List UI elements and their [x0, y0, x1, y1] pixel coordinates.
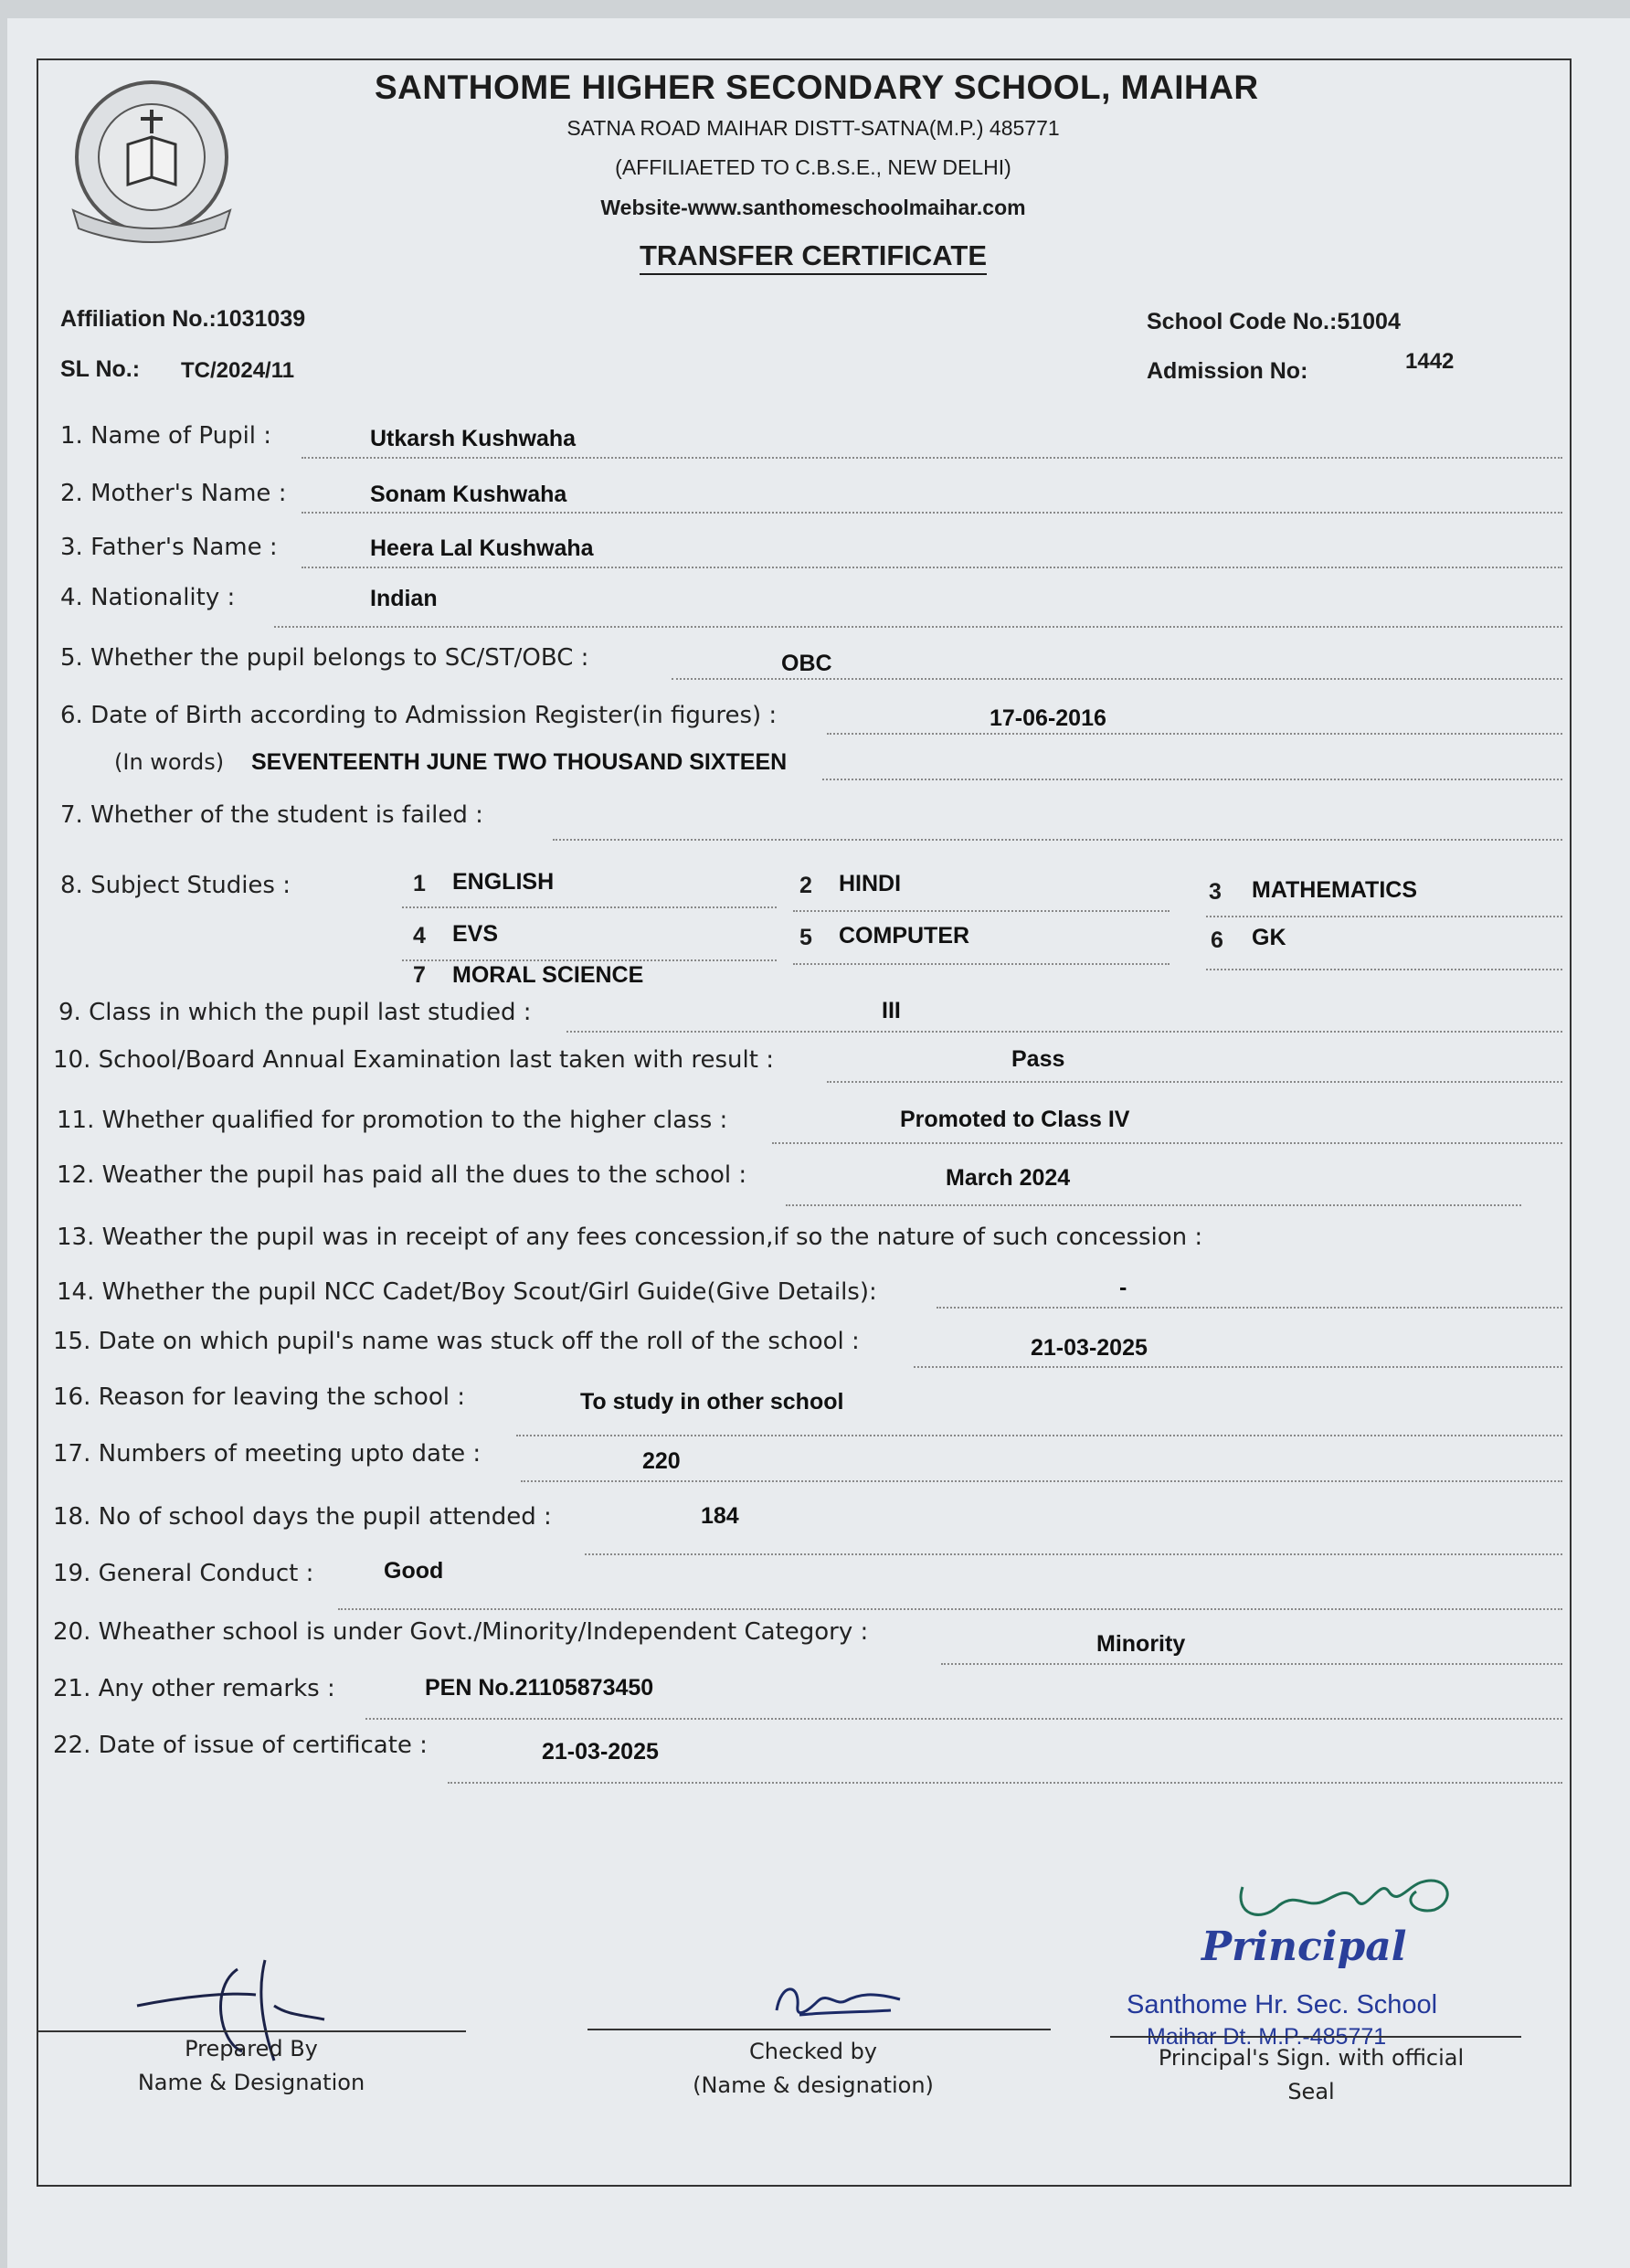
field-2-value: Sonam Kushwaha: [370, 482, 567, 507]
field-9-line: [566, 1031, 1562, 1033]
field-8-label: 8. Subject Studies :: [60, 872, 291, 899]
field-12-line: [786, 1204, 1521, 1206]
subject-4-number: 4: [413, 923, 426, 949]
prepared-by-line: [38, 2030, 466, 2032]
subject-7-name: MORAL SCIENCE: [452, 962, 644, 988]
field-2-line: [302, 512, 1562, 514]
field-17-value: 220: [642, 1448, 681, 1474]
principal-stamp-title: Principal: [1201, 1924, 1407, 1970]
field-18-line: [585, 1553, 1562, 1555]
affiliation-number: Affiliation No.:1031039: [60, 306, 306, 332]
field-9-value: III: [882, 998, 901, 1023]
subject-6-name: GK: [1252, 925, 1286, 950]
field-1-value: Utkarsh Kushwaha: [370, 426, 577, 451]
field-22-line: [448, 1782, 1562, 1784]
field-20-label: 20. Wheather school is under Govt./Minority/Independent Category :: [53, 1618, 869, 1646]
checked-by-line: [587, 2029, 1051, 2030]
field-15-label: 15. Date on which pupil's name was stuck off the roll of the school :: [53, 1328, 860, 1355]
field-10-label: 10. School/Board Annual Examination last taken with result :: [53, 1046, 774, 1074]
prepared-by-label: Prepared By: [185, 2036, 318, 2061]
field-6-line: [827, 733, 1562, 735]
field-21-line: [365, 1718, 1562, 1720]
field-6-value: 17-06-2016: [990, 705, 1106, 731]
field-18-value: 184: [701, 1503, 739, 1529]
subject-5-number: 5: [799, 925, 812, 950]
field-6-words-value: SEVENTEENTH JUNE TWO THOUSAND SIXTEEN: [251, 749, 788, 775]
field-19-label: 19. General Conduct :: [53, 1560, 314, 1587]
field-3-label: 3. Father's Name :: [60, 534, 278, 561]
principal-sign-label: Principal's Sign. with official: [1158, 2045, 1465, 2071]
field-1-label: 1. Name of Pupil :: [60, 422, 272, 450]
subject-5-name: COMPUTER: [839, 923, 970, 949]
field-21-value: PEN No.21105873450: [425, 1675, 654, 1701]
field-2-label: 2. Mother's Name :: [60, 480, 287, 507]
field-3-value: Heera Lal Kushwaha: [370, 535, 594, 561]
field-5-line: [672, 678, 1562, 680]
field-14-line: [937, 1307, 1562, 1309]
field-9-label: 9. Class in which the pupil last studied :: [58, 999, 532, 1026]
field-18-label: 18. No of school days the pupil attended :: [53, 1503, 552, 1531]
field-15-value: 21-03-2025: [1031, 1335, 1148, 1361]
field-12-value: March 2024: [946, 1165, 1071, 1191]
prepared-by-designation: Name & Designation: [137, 2070, 365, 2095]
field-16-label: 16. Reason for leaving the school :: [53, 1383, 465, 1411]
subject-3-name: MATHEMATICS: [1252, 877, 1417, 903]
checked-by-designation: (Name & designation): [693, 2072, 934, 2098]
field-11-line: [772, 1142, 1562, 1144]
school-website: Website-www.santhomeschoolmaihar.com: [600, 196, 1026, 219]
field-19-value: Good: [384, 1558, 444, 1584]
subject-2-number: 2: [799, 873, 812, 898]
field-11-value: Promoted to Class IV: [900, 1107, 1130, 1132]
field-4-label: 4. Nationality :: [60, 584, 236, 611]
field-6-words-line: [822, 779, 1562, 780]
subject-row-2-line-b: [793, 963, 1170, 965]
checked-by-signature-icon: [772, 1974, 909, 2029]
field-14-value: -: [1119, 1275, 1127, 1300]
principal-stamp-school: Santhome Hr. Sec. School: [1127, 1990, 1438, 2019]
field-6-words-label: (In words): [114, 749, 225, 775]
field-5-label: 5. Whether the pupil belongs to SC/ST/OBC :: [60, 644, 589, 672]
admission-label: Admission No:: [1147, 358, 1308, 384]
subject-7-number: 7: [413, 962, 426, 988]
field-14-label: 14. Whether the pupil NCC Cadet/Boy Scout/Girl Guide(Give Details):: [57, 1278, 877, 1306]
field-10-line: [827, 1081, 1562, 1083]
field-3-line: [302, 567, 1562, 568]
sl-number: TC/2024/11: [181, 358, 295, 383]
field-16-value: To study in other school: [580, 1389, 844, 1415]
sl-label: SL No.:: [60, 356, 141, 382]
subject-3-number: 3: [1209, 879, 1222, 905]
principal-line: [1110, 2036, 1521, 2038]
school-code: School Code No.:51004: [1147, 309, 1401, 334]
field-12-label: 12. Weather the pupil has paid all the dues to the school :: [57, 1161, 747, 1189]
field-7-label: 7. Whether of the student is failed :: [60, 801, 483, 829]
field-16-line: [516, 1435, 1562, 1436]
checked-by-label: Checked by: [748, 2039, 878, 2064]
school-address: SATNA ROAD MAIHAR DISTT-SATNA(M.P.) 485771: [566, 116, 1060, 140]
subject-row-1-line-b: [793, 910, 1170, 912]
principal-stamp-address: Maihar Dt. M.P.-485771: [1147, 2024, 1387, 2050]
field-20-line: [941, 1663, 1562, 1665]
school-name: SANTHOME HIGHER SECONDARY SCHOOL, MAIHAR: [375, 69, 1259, 106]
field-5-value: OBC: [781, 651, 832, 676]
field-17-line: [521, 1480, 1562, 1482]
subject-1-name: ENGLISH: [452, 869, 555, 895]
field-20-value: Minority: [1096, 1631, 1186, 1657]
field-22-value: 21-03-2025: [542, 1739, 659, 1765]
affiliation-note: (AFFILIAETED TO C.B.S.E., NEW DELHI): [615, 155, 1011, 179]
admission-number: 1442: [1405, 349, 1455, 374]
field-1-line: [302, 457, 1562, 459]
field-11-label: 11. Whether qualified for promotion to the higher class :: [57, 1107, 728, 1134]
field-7-line: [553, 839, 1562, 841]
certificate-title: TRANSFER CERTIFICATE: [375, 239, 1252, 272]
subject-6-number: 6: [1211, 927, 1223, 953]
principal-seal-label: Seal: [1287, 2079, 1335, 2104]
field-13-label: 13. Weather the pupil was in receipt of any fees concession,if so the nature of such concession :: [57, 1224, 1203, 1251]
subject-row-2-line-a: [402, 959, 777, 961]
field-4-line: [274, 626, 1562, 628]
field-17-label: 17. Numbers of meeting upto date :: [53, 1440, 482, 1468]
field-19-line: [338, 1608, 1562, 1610]
field-6-label: 6. Date of Birth according to Admission Register(in figures) :: [60, 702, 778, 729]
field-15-line: [914, 1366, 1562, 1368]
field-4-value: Indian: [370, 586, 438, 611]
subject-row-2-line-c: [1206, 969, 1562, 970]
field-22-label: 22. Date of issue of certificate :: [53, 1732, 428, 1759]
subject-row-1-line-c: [1206, 916, 1562, 917]
subject-1-number: 1: [413, 871, 426, 896]
subject-row-1-line-a: [402, 906, 777, 908]
subject-2-name: HINDI: [839, 871, 902, 896]
subject-4-name: EVS: [452, 921, 499, 947]
field-10-value: Pass: [1011, 1046, 1065, 1072]
field-21-label: 21. Any other remarks :: [53, 1675, 335, 1702]
school-logo-icon: [57, 73, 249, 247]
